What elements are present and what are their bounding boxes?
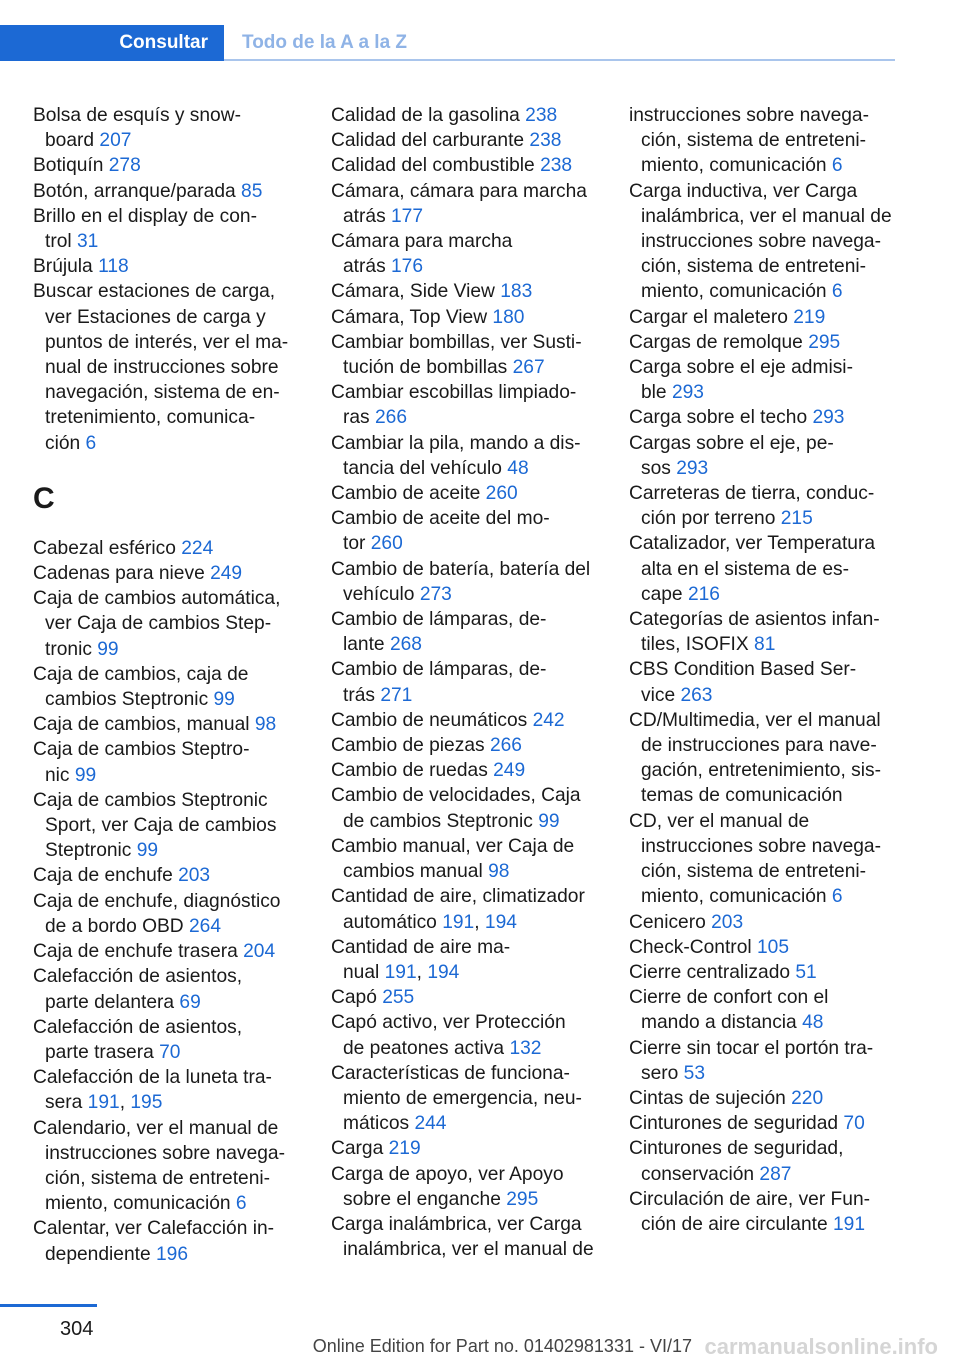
index-entry xyxy=(33,737,303,787)
page-reference-link[interactable]: 85 xyxy=(241,180,263,202)
page-reference-link[interactable]: 266 xyxy=(375,407,408,429)
index-entry-text: Carga de apoyo, ver Apoyo sobre el enganche xyxy=(331,1163,564,1210)
edition-text: Online Edition for Part no. 01402981331 - VI/17 xyxy=(312,1336,692,1356)
index-entry: Cantidad de aire ma- nual 191, 194 xyxy=(331,936,511,983)
watermark: carmanualsonline.info xyxy=(704,1334,938,1359)
index-entry xyxy=(33,153,303,178)
index-entry-text: Cinturones de seguridad, conservación xyxy=(629,1138,844,1185)
page-reference-link[interactable]: 249 xyxy=(210,563,243,585)
page-number: 304 xyxy=(60,1318,94,1340)
page-reference-link[interactable]: 6 xyxy=(235,1193,247,1215)
index-entry xyxy=(331,758,601,783)
index-entry xyxy=(629,531,899,607)
page-reference-link[interactable]: 263 xyxy=(680,684,713,706)
index-entry xyxy=(33,1116,303,1217)
section-letter: C xyxy=(33,481,55,515)
page-reference-link[interactable]: 238 xyxy=(529,130,562,152)
page-reference-link[interactable]: 98 xyxy=(488,861,510,883)
index-entry xyxy=(33,254,303,279)
index-entry-text: Carga inalámbrica, ver Carga inalámbrica, ver el manual de xyxy=(331,1213,594,1261)
page-reference-link[interactable]: 219 xyxy=(388,1138,421,1160)
index-column-1 xyxy=(33,103,303,1267)
page-reference-link[interactable]: 220 xyxy=(791,1087,824,1109)
page-reference-link[interactable]: 180 xyxy=(492,306,525,328)
page-reference-link[interactable]: 260 xyxy=(370,533,403,555)
index-entry xyxy=(629,708,899,809)
index-entry xyxy=(331,179,601,229)
index-entry xyxy=(33,586,303,662)
index-entry-text: Caja de cambios Steptronic Sport, ver Caja de cambios Steptronic xyxy=(33,789,277,862)
page-reference-link[interactable]: 81 xyxy=(754,634,776,656)
index-entry xyxy=(629,985,899,1035)
page-reference-link[interactable]: 99 xyxy=(136,840,159,862)
index-entry: Cantidad de aire, climatizador automático 191, 194 xyxy=(331,886,585,933)
page-reference-link[interactable]: 6 xyxy=(831,886,843,908)
index-column-3 xyxy=(629,103,899,1237)
index-entry xyxy=(33,536,303,561)
page-reference-link[interactable]: 195 xyxy=(130,1092,163,1114)
index-entry xyxy=(629,960,899,985)
index-entry xyxy=(629,1036,899,1086)
tab-consultar[interactable]: Consultar xyxy=(0,25,224,61)
index-entry-text: Cargas sobre el eje, pe- sos xyxy=(629,432,834,479)
page-reference-link[interactable]: 51 xyxy=(795,961,817,983)
index-entry xyxy=(331,607,601,657)
index-entry xyxy=(331,330,601,380)
index-entry-text: Calefacción de la luneta tra- sera xyxy=(33,1067,272,1114)
page-reference-link[interactable]: 70 xyxy=(843,1113,865,1135)
index-entry-text: Cambiar la pila, mando a dis- tancia del vehículo xyxy=(331,432,581,479)
page-reference-link[interactable]: 295 xyxy=(808,331,841,353)
index-entry-text: Cinturones de seguridad xyxy=(629,1113,839,1135)
page-reference-link[interactable]: 194 xyxy=(427,961,460,983)
page-reference-link[interactable]: 224 xyxy=(181,537,214,559)
index-entry xyxy=(33,662,303,712)
page-reference-link[interactable]: 268 xyxy=(389,634,422,656)
index-entry xyxy=(331,834,601,884)
page-reference-link[interactable]: 216 xyxy=(687,583,720,605)
index-entry-text: Calefacción de asientos, parte delantera xyxy=(33,966,243,1013)
index-entry xyxy=(629,431,899,481)
page-reference-link[interactable]: 219 xyxy=(793,306,826,328)
index-entry-text: Cámara, Top View xyxy=(331,306,488,328)
index-entry-text: Calendario, ver el manual de instrucciones sobre navega- ción, sistema de entreteni- miento, comunicación xyxy=(33,1117,285,1215)
index-entry-text: Cierre de confort con el mando a distancia xyxy=(629,987,829,1034)
page-reference-link[interactable]: 203 xyxy=(711,911,744,933)
index-entry xyxy=(331,153,601,178)
page-reference-link[interactable]: 260 xyxy=(485,483,518,505)
index-entry-text: Caja de enchufe trasera xyxy=(33,941,238,963)
page-reference-link[interactable]: 99 xyxy=(538,810,560,832)
page-reference-link[interactable]: 215 xyxy=(780,508,813,530)
index-entry xyxy=(629,103,899,179)
page-reference-link[interactable]: 191 xyxy=(833,1213,866,1235)
index-entry xyxy=(33,788,303,864)
index-entry-text: Calentar, ver Calefacción in- dependiente xyxy=(33,1218,275,1265)
index-entry-text: Caja de enchufe, diagnóstico de a bordo OBD xyxy=(33,890,281,937)
index-entry-text: instrucciones sobre navega- ción, sistema de entreteni- miento, comunicación xyxy=(629,105,869,177)
index-entry-text: Cenicero xyxy=(629,911,706,933)
page-reference-link[interactable]: 194 xyxy=(484,911,517,933)
index-entry xyxy=(629,809,899,910)
index-entry-text: Botiquín xyxy=(33,155,104,177)
index-entry-text: Cámara, Side View xyxy=(331,281,495,303)
page-reference-link[interactable]: 191 xyxy=(384,961,417,983)
index-entry xyxy=(331,305,601,330)
index-entry xyxy=(629,355,899,405)
index-entry xyxy=(33,1216,303,1266)
page-reference-link[interactable]: 293 xyxy=(671,382,704,404)
index-entry-text: Capó xyxy=(331,987,377,1009)
index-entry xyxy=(629,330,899,355)
index-entry xyxy=(33,561,303,586)
page-reference-link[interactable]: 105 xyxy=(756,936,789,958)
page-reference-link[interactable]: 278 xyxy=(108,155,141,177)
index-entry-text: Calidad del carburante xyxy=(331,130,525,152)
index-entry-text: Cambio de lámparas, de- lante xyxy=(331,609,547,656)
page-reference-link[interactable]: 118 xyxy=(98,256,129,278)
page-reference-link[interactable]: 238 xyxy=(540,155,573,177)
index-entry-text: Cambio de lámparas, de- trás xyxy=(331,659,547,706)
page-reference-link[interactable]: 249 xyxy=(493,760,526,782)
index-entry xyxy=(331,229,601,279)
page-reference-link[interactable]: 204 xyxy=(243,941,276,963)
index-entry xyxy=(629,1111,899,1136)
index-entry-text: Brújula xyxy=(33,256,93,278)
page-reference-link[interactable]: 255 xyxy=(382,987,415,1009)
index-entry-text: Calidad de la gasolina xyxy=(331,105,520,126)
index-entry-text: Carga inductiva, ver Carga inalámbrica, ver el manual de instrucciones sobre navega- ción, sistema de entreteni- miento, comunicación xyxy=(629,180,892,303)
index-entry xyxy=(629,657,899,707)
page-reference-link[interactable]: 48 xyxy=(507,457,529,479)
page-reference-link[interactable]: 264 xyxy=(189,915,222,937)
page-reference-link[interactable]: 6 xyxy=(831,155,843,177)
page-reference-link[interactable]: 132 xyxy=(509,1037,542,1059)
index-entry xyxy=(33,279,303,455)
index-entry xyxy=(331,783,601,833)
index-entry-text: Cargar el maletero xyxy=(629,306,788,328)
index-entry-text: Buscar estaciones de carga, ver Estaciones de carga y puntos de interés, ver el ma- nual de instrucciones sobre navegación, sistema de en- tretenimiento, comunica- ción xyxy=(33,281,289,454)
index-entry-text: Caja de enchufe xyxy=(33,865,173,887)
index-entry xyxy=(331,557,601,607)
index-entry xyxy=(33,863,303,888)
index-entry-text: Cambio manual, ver Caja de cambios manual xyxy=(331,835,575,883)
page-reference-link[interactable]: 238 xyxy=(525,105,558,126)
index-entry xyxy=(331,103,601,128)
index-entry xyxy=(331,657,601,707)
index-entry xyxy=(33,889,303,939)
index-entry xyxy=(629,481,899,531)
index-entry-text: Carga sobre el techo xyxy=(629,407,808,429)
page-reference-link[interactable]: 287 xyxy=(759,1163,792,1185)
index-entry xyxy=(629,935,899,960)
page-reference-link[interactable]: 196 xyxy=(155,1243,188,1265)
index-entry-text: Cierre sin tocar el portón tra- sero xyxy=(629,1037,874,1084)
index-entry-text: Bolsa de esquís y snow- board xyxy=(33,105,241,152)
index-entry-text: Cantidad de aire, climatizador automático xyxy=(331,886,585,933)
page-reference-link[interactable]: 242 xyxy=(532,709,565,731)
page-reference-link[interactable]: 6 xyxy=(85,432,97,454)
index-entry-text: Cabezal esférico xyxy=(33,537,176,559)
page-reference-link[interactable]: 98 xyxy=(254,714,277,736)
index-entry xyxy=(629,1086,899,1111)
index-entry-text: Caja de cambios, caja de cambios Steptronic xyxy=(33,663,249,711)
index-entry xyxy=(331,1212,601,1262)
index-entry-text: Cambio de aceite xyxy=(331,483,481,505)
index-entry-text: Circulación de aire, ver Fun- ción de aire circulante xyxy=(629,1188,871,1235)
page-reference-link[interactable]: 176 xyxy=(391,256,424,278)
index-entry xyxy=(331,128,601,153)
page-reference-link[interactable]: 273 xyxy=(419,583,452,605)
index-entry-text: Cámara para marcha atrás xyxy=(331,231,513,278)
index-entry-text: Cambiar escobillas limpiado- ras xyxy=(331,382,577,429)
index-entry xyxy=(33,964,303,1014)
index-entry-text: Cadenas para nieve xyxy=(33,563,205,585)
page-reference-link[interactable]: 271 xyxy=(380,684,413,706)
index-entry xyxy=(331,1136,601,1161)
index-entry xyxy=(331,1061,601,1137)
index-entry-text: Caja de cambios, manual xyxy=(33,714,250,736)
index-entry xyxy=(33,712,303,737)
index-entry-text: Capó activo, ver Protección de peatones activa xyxy=(331,1012,566,1059)
page-reference-link[interactable]: 31 xyxy=(77,231,99,253)
index-entry-text: Cámara, cámara para marcha atrás xyxy=(331,180,587,227)
index-entry xyxy=(331,1162,601,1212)
page-reference-link[interactable]: 295 xyxy=(506,1188,539,1210)
index-entry-text: Cambio de aceite del mo- tor xyxy=(331,508,550,555)
index-entry xyxy=(331,380,601,430)
header-rule xyxy=(224,59,895,61)
index-entry xyxy=(331,1010,601,1060)
tab-todo-de-la-a-a-la-z[interactable]: Todo de la A a la Z xyxy=(242,32,408,53)
index-entry-text: Cierre centralizado xyxy=(629,961,791,983)
page-reference-link[interactable]: 48 xyxy=(802,1012,824,1034)
index-entry-text: Check-Control xyxy=(629,936,752,958)
index-entry xyxy=(33,939,303,964)
page-reference-link[interactable]: 207 xyxy=(99,130,132,152)
index-entry xyxy=(629,405,899,430)
page-reference-link[interactable]: 6 xyxy=(831,281,843,303)
index-column-2 xyxy=(331,103,601,1262)
page-reference-link[interactable]: 293 xyxy=(676,457,709,479)
index-entry xyxy=(629,607,899,657)
index-entry-text: Caja de cambios automática, ver Caja de cambios Step- tronic xyxy=(33,588,281,660)
index-entry-text: Carreteras de tierra, conduc- ción por terreno xyxy=(629,483,875,530)
page-reference-link[interactable]: 267 xyxy=(512,357,545,379)
index-entry-text: Caja de cambios Steptro- nic xyxy=(33,739,250,786)
page-reference-link[interactable]: 70 xyxy=(159,1041,181,1063)
index-entry xyxy=(629,179,899,305)
page-reference-link[interactable]: 191 xyxy=(87,1092,120,1114)
index-entry-text: Categorías de asientos infan- tiles, ISOFIX xyxy=(629,609,880,656)
index-entry-text: Calefacción de asientos, parte trasera xyxy=(33,1016,243,1063)
page-header xyxy=(0,25,895,61)
index-entry-text: Catalizador, ver Temperatura alta en el sistema de es- cape xyxy=(629,533,876,605)
index-entry xyxy=(331,431,601,481)
page-reference-link[interactable]: 177 xyxy=(391,205,424,227)
index-entry-text: Carga sobre el eje admisi- ble xyxy=(629,357,853,404)
index-entry-text: Brillo en el display de con- trol xyxy=(33,205,257,253)
index-entry xyxy=(629,1187,899,1237)
index-entry-text: Cargas de remolque xyxy=(629,331,803,353)
page-reference-link[interactable]: 183 xyxy=(500,281,533,303)
index-entry xyxy=(331,985,601,1010)
index-entry-text: Cambio de neumáticos xyxy=(331,709,528,731)
page-reference-link[interactable]: 266 xyxy=(489,735,522,757)
index-entry-text: Carga xyxy=(331,1138,384,1160)
index-entry xyxy=(33,103,303,153)
page-reference-link[interactable]: 99 xyxy=(74,764,97,786)
page-reference-link[interactable]: 69 xyxy=(179,991,201,1013)
index-entry xyxy=(629,910,899,935)
page-reference-link[interactable]: 53 xyxy=(683,1062,706,1084)
footer-rule xyxy=(0,1304,97,1307)
index-entry-text: Cintas de sujeción xyxy=(629,1087,786,1109)
index-entry-text: Cambiar bombillas, ver Susti- tución de bombillas xyxy=(331,331,582,379)
page-reference-link[interactable]: 99 xyxy=(97,638,119,660)
index-entry xyxy=(33,204,303,254)
index-entry-text: CD/Multimedia, ver el manual de instrucciones para nave- gación, entretenimiento, sis- temas de comunicación xyxy=(629,709,881,807)
page-reference-link[interactable]: 99 xyxy=(213,689,235,711)
index-entry-text: Cambio de piezas xyxy=(331,735,485,757)
index-entry-text: CBS Condition Based Ser- vice xyxy=(629,659,857,706)
index-entry-text: Cantidad de aire ma- nual xyxy=(331,936,511,983)
index-entry-text: Botón, arranque/parada xyxy=(33,180,236,202)
index-entry xyxy=(331,708,601,733)
index-entry-text: Cambio de batería, batería del vehículo xyxy=(331,558,591,605)
page-reference-link[interactable]: 191 xyxy=(442,911,475,933)
index-entry xyxy=(331,506,601,556)
index-entry xyxy=(33,179,303,204)
index-entry xyxy=(331,481,601,506)
index-entry xyxy=(331,733,601,758)
page-reference-link[interactable]: 244 xyxy=(414,1113,447,1135)
index-entry-text: Calidad del combustible xyxy=(331,155,535,177)
index-entry-text: Cambio de ruedas xyxy=(331,760,488,782)
index-entry-text: CD, ver el manual de instrucciones sobre navega- ción, sistema de entreteni- miento, comunicación xyxy=(629,810,881,908)
index-entry xyxy=(33,1015,303,1065)
index-entry xyxy=(629,1136,899,1186)
index-entry xyxy=(331,279,601,304)
index-entry xyxy=(629,305,899,330)
page-reference-link[interactable]: 203 xyxy=(178,865,211,887)
page-reference-link[interactable]: 293 xyxy=(812,407,845,429)
index-entry-text: Características de funciona- miento de emergencia, neu- máticos xyxy=(331,1062,582,1135)
index-entry-text: Cambio de velocidades, Caja de cambios Steptronic xyxy=(331,785,581,832)
index-entry: Calefacción de la luneta tra- sera 191, 195 xyxy=(33,1067,272,1114)
